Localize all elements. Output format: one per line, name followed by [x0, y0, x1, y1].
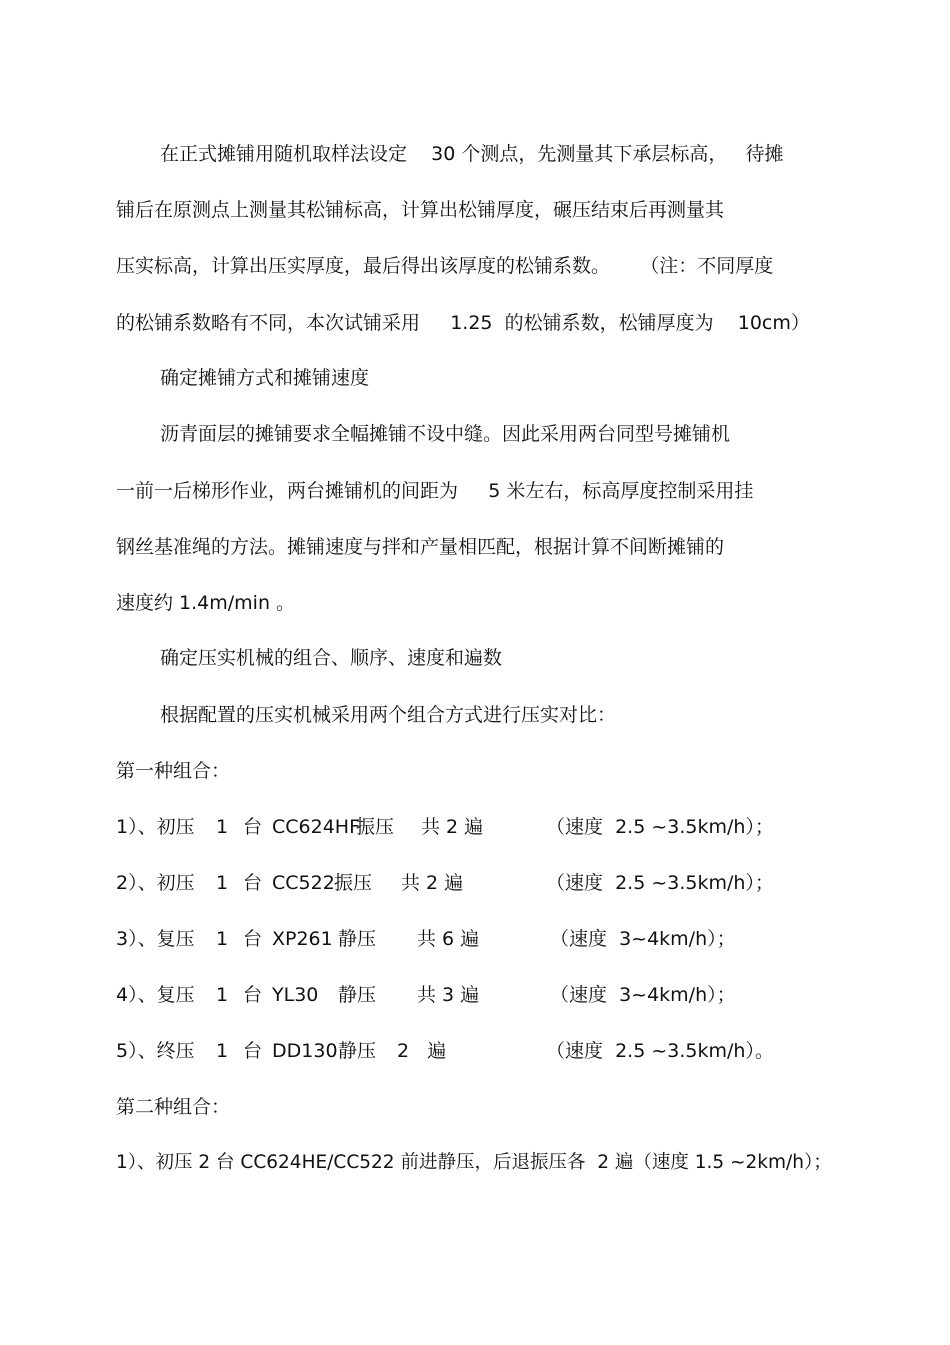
- group-2-title: 第二种组合：: [116, 1096, 231, 1118]
- paragraph-2-line-3: 钢丝基准绳的方法。摊铺速度与拌和产量相匹配，根据计算不间断摊铺的: [116, 536, 725, 558]
- item-count: 1: [216, 928, 229, 950]
- group-1-item: [116, 983, 836, 1007]
- group-1-item: [116, 1039, 836, 1063]
- group-1-item: [116, 927, 836, 951]
- paragraph-1-line-3: 压实标高，计算出压实厚度，最后得出该厚度的松铺系数。 （注：不同厚度: [116, 255, 774, 277]
- item-speed: （速度 3~4km/h）；: [550, 928, 736, 950]
- item-mode: 振压: [356, 816, 395, 838]
- item-speed: （速度 3~4km/h）；: [550, 984, 736, 1006]
- item-machine: XP261: [272, 928, 333, 950]
- item-passes: 共 2 遍: [421, 816, 484, 838]
- paragraph-2-line-2: 一前一后梯形作业，两台摊铺机的间距为 5 米左右，标高厚度控制采用挂: [116, 480, 754, 502]
- item-mode: 振压: [334, 872, 373, 894]
- item-passes: 2 遍: [397, 1040, 447, 1062]
- group-2-item-1: 1）、初压 2 台 CC624HE/CC522 前进静压，后退振压各 2 遍（速度 1.5 ~2km/h）；: [116, 1152, 832, 1173]
- item-mode: 静压: [338, 984, 377, 1006]
- paragraph-3: 根据配置的压实机械采用两个组合方式进行压实对比：: [160, 704, 617, 726]
- paragraph-1-line-2: 铺后在原测点上测量其松铺标高，计算出松铺厚度，碾压结束后再测量其: [116, 199, 725, 221]
- group-1-item: [116, 871, 836, 895]
- item-count: 1: [216, 872, 229, 894]
- item-speed: （速度 2.5 ~3.5km/h）。: [546, 1040, 774, 1062]
- item-speed: （速度 2.5 ~3.5km/h）；: [546, 816, 774, 838]
- item-passes: 共 2 遍: [401, 872, 464, 894]
- item-count: 1: [216, 1040, 229, 1062]
- item-step: 4）、复压: [116, 984, 195, 1006]
- paragraph-1-line-1: 在正式摊铺用随机取样法设定 30 个测点，先测量其下承层标高， 待摊: [160, 143, 784, 165]
- item-mode: 静压: [338, 1040, 377, 1062]
- paragraph-1-line-4: 的松铺系数略有不同，本次试铺采用 1.25 的松铺系数，松铺厚度为 10cm）: [116, 312, 810, 334]
- item-passes: 共 3 遍: [417, 984, 480, 1006]
- group-1-title: 第一种组合：: [116, 760, 231, 782]
- item-step: 3）、复压: [116, 928, 195, 950]
- item-machine: DD130: [272, 1040, 338, 1062]
- paragraph-2-line-1: 沥青面层的摊铺要求全幅摊铺不设中缝。因此采用两台同型号摊铺机: [160, 423, 731, 445]
- item-step: 5）、终压: [116, 1040, 195, 1062]
- item-machine: CC624HF: [272, 816, 361, 838]
- item-passes: 共 6 遍: [417, 928, 480, 950]
- section-heading-paving: 确定摊铺方式和摊铺速度: [160, 367, 370, 389]
- item-unit: 台: [243, 816, 263, 838]
- item-step: 1）、初压: [116, 816, 195, 838]
- item-count: 1: [216, 816, 229, 838]
- item-mode: 静压: [338, 928, 377, 950]
- item-speed: （速度 2.5 ~3.5km/h）；: [546, 872, 774, 894]
- item-unit: 台: [243, 872, 263, 894]
- paragraph-2-line-4: 速度约 1.4m/min 。: [116, 592, 296, 614]
- item-machine: YL30: [272, 984, 319, 1006]
- item-machine: CC522: [272, 872, 335, 894]
- section-heading-compaction: 确定压实机械的组合、顺序、速度和遍数: [160, 647, 503, 669]
- item-unit: 台: [243, 1040, 263, 1062]
- item-step: 2）、初压: [116, 872, 195, 894]
- item-unit: 台: [243, 928, 263, 950]
- item-unit: 台: [243, 984, 263, 1006]
- group-1-item: [116, 815, 836, 839]
- item-count: 1: [216, 984, 229, 1006]
